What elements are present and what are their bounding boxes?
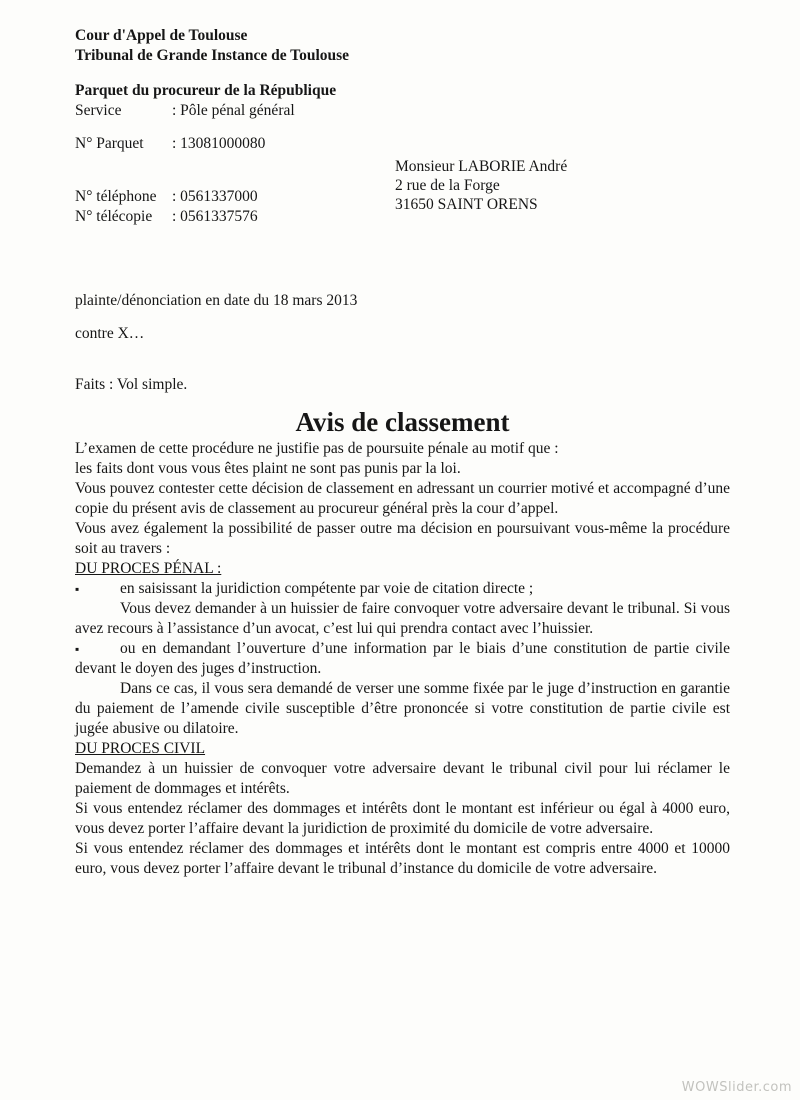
- letter-content: [75, 26, 730, 879]
- penal-bullet-2-detail: Dans ce cas, il vous sera demandé de verser une somme fixée par le juge d’instruction en garantie du paiement de l’amende civile susceptible d’être prononcée si votre constitution de partie civile est jugée abusive ou dilatoire.: [75, 680, 730, 737]
- penal-bullet-1-detail: Vous devez demander à un huissier de faire convoquer votre adversaire devant le tribunal. Si vous avez recours à l’assistance d’un avocat, c’est lui qui prendra contact avec l’huissier.: [75, 600, 730, 637]
- fax-value: : 0561337576: [172, 208, 258, 225]
- complaint-date-line: plainte/dénonciation en date du 18 mars 2013: [75, 292, 358, 309]
- court-name-line1: Cour d'Appel de Toulouse: [75, 27, 248, 44]
- facts-line: Faits : Vol simple.: [75, 376, 188, 393]
- office-name: Parquet du procureur de la République: [75, 82, 337, 99]
- recipient-address-block: [395, 157, 567, 214]
- service-field: [75, 101, 730, 121]
- case-number-label: N° Parquet: [75, 135, 144, 152]
- civil-paragraph-under-4000: Si vous entendez réclamer des dommages et intérêts dont le montant est inférieur ou égal à 4000 euro, vous devez porter l’affaire devant la juridiction de proximité du domicile de votre adversaire.: [75, 800, 730, 837]
- penal-bullet-1: [75, 579, 730, 599]
- civil-section-heading: DU PROCES CIVIL: [75, 740, 206, 757]
- motive-paragraph: les faits dont vous vous êtes plaint ne sont pas punis par la loi.: [75, 460, 461, 477]
- case-number-value: : 13081000080: [172, 135, 266, 152]
- recipient-street: 2 rue de la Forge: [395, 177, 500, 194]
- penal-bullet-2-text: ou en demandant l’ouverture d’une information par le biais d’une constitution de partie civile devant le doyen des juges d’instruction.: [75, 640, 730, 677]
- wowslider-watermark-link[interactable]: WOWSlider.com: [681, 1080, 792, 1095]
- service-value: : Pôle pénal général: [172, 102, 295, 119]
- phone-value: : 0561337000: [172, 188, 258, 205]
- document-title: Avis de classement: [295, 407, 510, 437]
- case-number-field: [75, 134, 730, 154]
- alternative-paragraph: Vous avez également la possibilité de passer outre ma décision en poursuivant vous-même la procédure soit au travers :: [75, 520, 730, 557]
- square-bullet-icon: ▪: [75, 582, 80, 596]
- penal-bullet-1-text: en saisissant la juridiction compétente par voie de citation directe ;: [120, 580, 534, 597]
- civil-paragraph-4000-10000: Si vous entendez réclamer des dommages et intérêts dont le montant est compris entre 4000 et 10000 euro, vous devez porter l’affaire devant le tribunal d’instance du domicile de votre adversaire.: [75, 840, 730, 877]
- penal-section-heading: DU PROCES PÉNAL :: [75, 560, 222, 577]
- intro-paragraph: L’examen de cette procédure ne justifie pas de poursuite pénale au motif que :: [75, 440, 559, 457]
- against-line: contre X…: [75, 325, 145, 342]
- fax-label: N° télécopie: [75, 208, 153, 225]
- civil-intro-paragraph: Demandez à un huissier de convoquer votre adversaire devant le tribunal civil pour lui réclamer le paiement de dommages et intérêts.: [75, 760, 730, 797]
- contest-paragraph: Vous pouvez contester cette décision de classement en adressant un courrier motivé et accompagné d’une copie du présent avis de classement au procureur général près la cour d’appel.: [75, 480, 730, 517]
- phone-label: N° téléphone: [75, 188, 157, 205]
- service-label: Service: [75, 102, 122, 119]
- court-name-line2: Tribunal de Grande Instance de Toulouse: [75, 47, 350, 64]
- recipient-name: Monsieur LABORIE André: [395, 158, 568, 175]
- penal-bullet-2: [75, 639, 730, 679]
- square-bullet-icon: ▪: [75, 642, 80, 656]
- recipient-city: 31650 SAINT ORENS: [395, 196, 538, 213]
